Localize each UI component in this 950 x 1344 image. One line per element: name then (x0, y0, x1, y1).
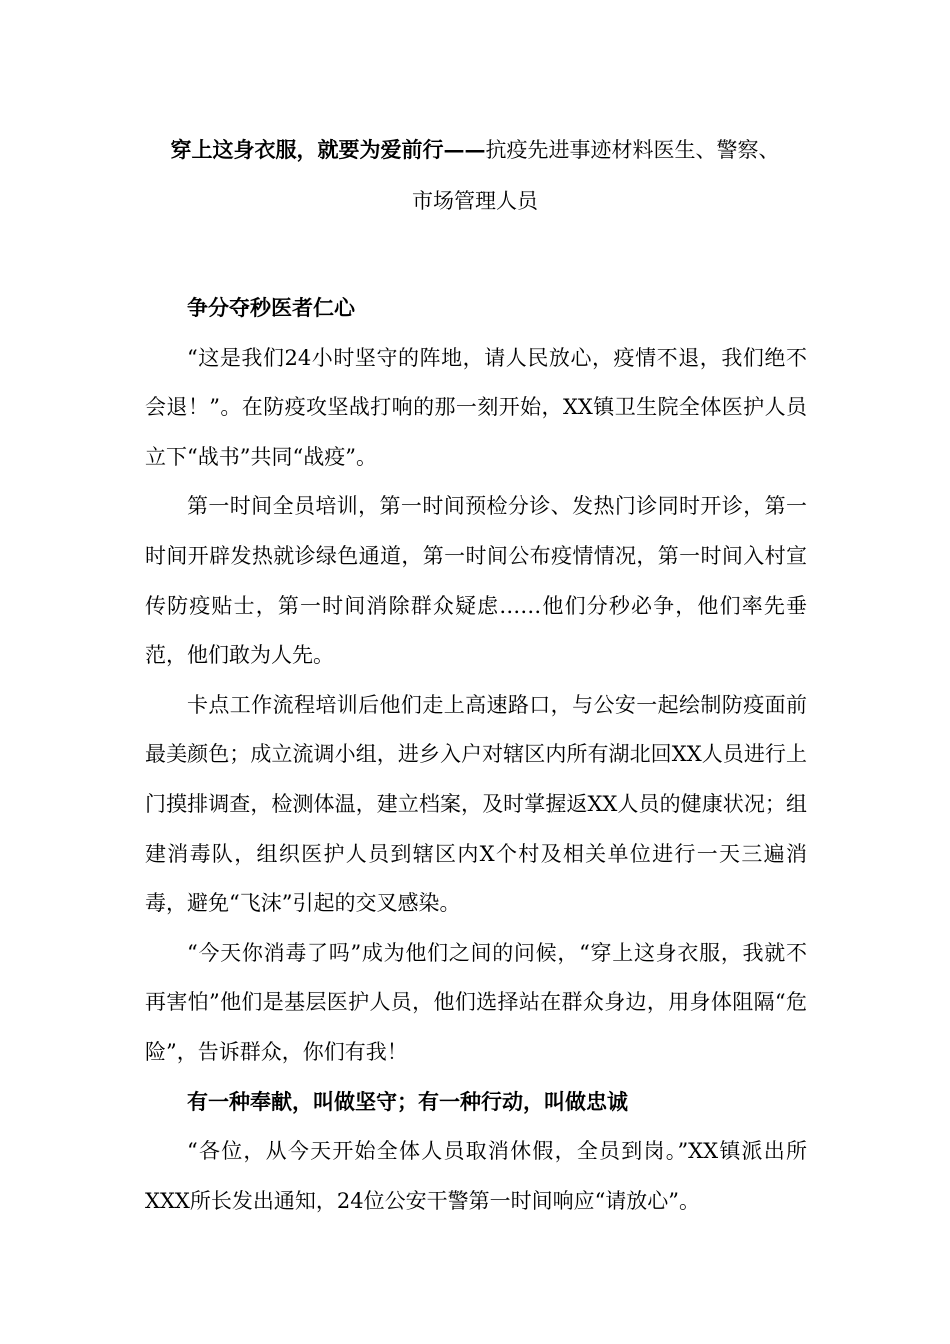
paragraph: 第一时间全员培训，第一时间预检分诊、发热门诊同时开诊，第一时间开辟发热就诊绿色通道，第一时间公布疫情情况，第一时间入村宣传防疫贴士，第一时间消除群众疑虑……他们分秒必争，他们率先垂范，他们敢为人先。 (145, 494, 807, 668)
document-title-line-1 (120, 135, 830, 165)
document-title-line-2: 市场管理人员 (412, 189, 538, 213)
paragraph: “各位，从今天开始全体人员取消休假，全员到岗。”XX镇派出所XXX所长发出通知，24位公安干警第一时间响应“请放心”。 (145, 1139, 807, 1213)
document-body (145, 284, 807, 1226)
paragraph: 卡点工作流程培训后他们走上高速路口，与公安一起绘制防疫面前最美颜色；成立流调小组，进乡入户对辖区内所有湖北回XX人员进行上门摸排调查，检测体温，建立档案，及时掌握返XX人员的健康状况；组建消毒队，组织医护人员到辖区内X个村及相关单位进行一天三遍消毒，避免“飞沫”引起的交叉感染。 (145, 692, 807, 916)
document-title-subtitle: 抗疫先进事迹材料医生、警察、 (485, 138, 780, 162)
section-heading: 争分夺秒医者仁心 (187, 296, 355, 320)
paragraph: “今天你消毒了吗”成为他们之间的问候，“穿上这身衣服，我就不再害怕”他们是基层医护人员，他们选择站在群众身边，用身体阻隔“危险”，告诉群众，你们有我！ (145, 940, 807, 1064)
paragraph: “这是我们24小时坚守的阵地，请人民放心，疫情不退，我们绝不会退！”。在防疫攻坚战打响的那一刻开始，XX镇卫生院全体医护人员立下“战书”共同“战疫”。 (145, 345, 807, 469)
document-title-main: 穿上这身衣服，就要为爱前行—— (170, 137, 486, 162)
section-heading: 有一种奉献，叫做坚守；有一种行动，叫做忠诚 (187, 1089, 628, 1114)
